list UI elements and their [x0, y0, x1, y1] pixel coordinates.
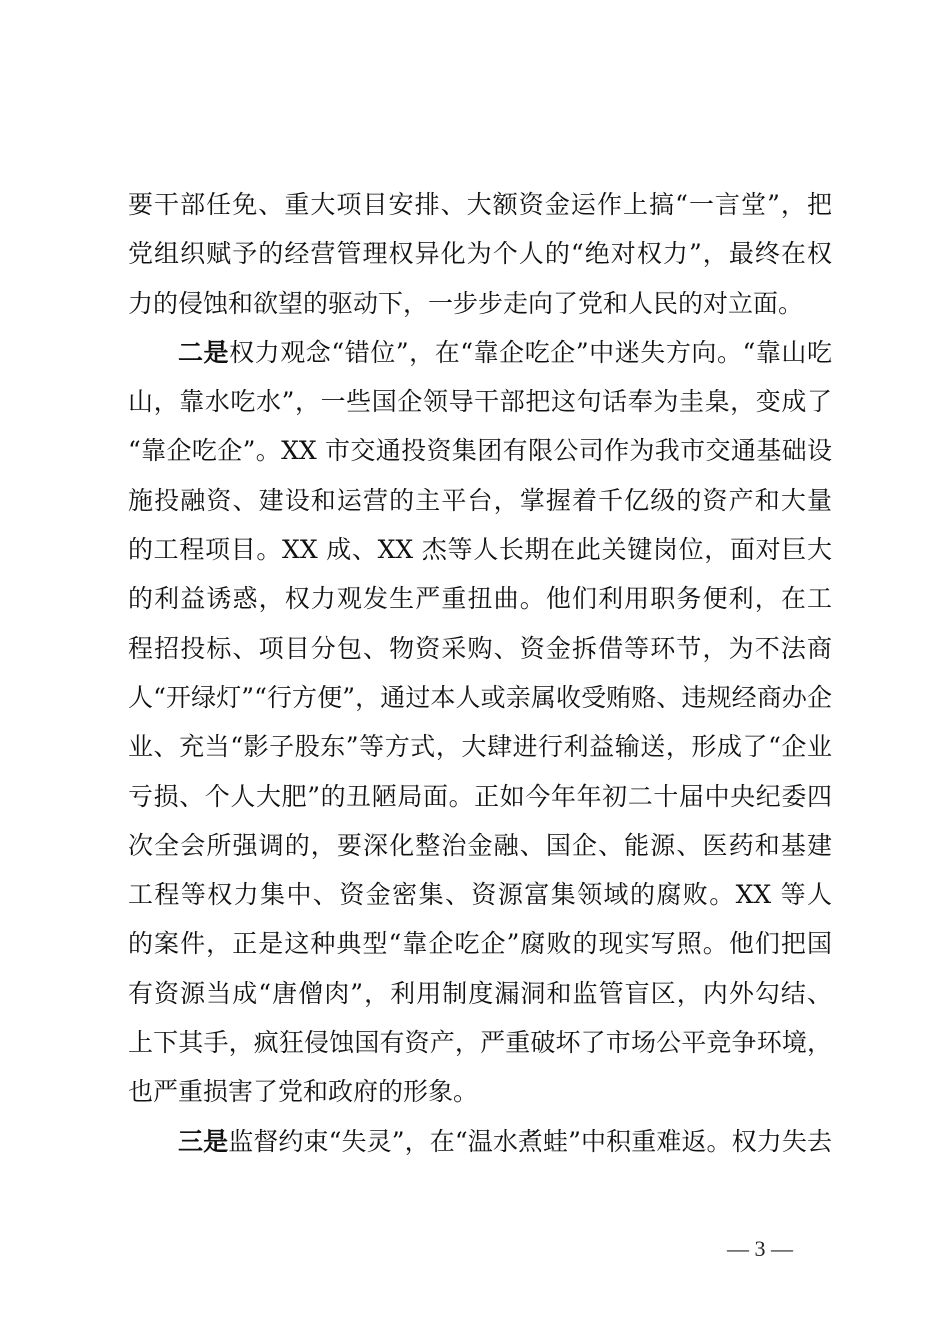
paragraph-line: 要干部任免、重大项目安排、大额资金运作上搞“一言堂”，把: [128, 190, 832, 219]
paragraph-line: “靠企吃企”。XX 市交通投资集团有限公司作为我市交通基础设: [128, 436, 832, 466]
paragraph-lead: 二是: [178, 337, 230, 367]
body-text: [128, 180, 832, 1166]
paragraph-line: 力的侵蚀和欲望的驱动下，一步步走向了党和人民的对立面。: [128, 288, 804, 318]
paragraph-line: 山，靠水吃水”，一些国企领导干部把这句话奉为圭臬，变成了: [128, 387, 832, 417]
paragraph-line: [128, 1117, 832, 1166]
paragraph-line: 上下其手，疯狂侵蚀国有资产，严重破坏了市场公平竞争环境，: [128, 1028, 832, 1058]
paragraph-line: 也严重损害了党和政府的形象。: [128, 1077, 479, 1107]
paragraph-line: 党组织赋予的经营管理权异化为个人的“绝对权力”，最终在权: [128, 239, 832, 269]
paragraph-line-text: 监督约束“失灵”，在“温水煮蛙”中积重难返。权力失去: [228, 1126, 832, 1156]
paragraph-line: 亏损、个人大肥”的丑陋局面。正如今年年初二十届中央纪委四: [128, 781, 832, 811]
paragraph-line: [128, 328, 832, 377]
paragraph-line-text: 权力观念“错位”，在“靠企吃企”中迷失方向。“靠山吃: [229, 337, 832, 367]
paragraph-line: 的工程项目。XX 成、XX 杰等人长期在此关键岗位，面对巨大: [128, 535, 832, 565]
paragraph-line: 的案件，正是这种典型“靠企吃企”腐败的现实写照。他们把国: [128, 929, 832, 959]
paragraph-line: 有资源当成“唐僧肉”，利用制度漏洞和监管盲区，内外勾结、: [128, 978, 832, 1008]
paragraph-line: 工程等权力集中、资金密集、资源富集领域的腐败。XX 等人: [128, 880, 832, 910]
page-number: — 3 —: [727, 1236, 793, 1261]
paragraph-lead: 三是: [178, 1126, 229, 1156]
paragraph-line: 施投融资、建设和运营的主平台，掌握着千亿级的资产和大量: [128, 485, 832, 515]
paragraph-line: 人“开绿灯”“行方便”，通过本人或亲属收受贿赂、违规经商办企: [128, 682, 832, 712]
paragraph-line: 业、充当“影子股东”等方式，大肆进行利益输送，形成了“企业: [128, 732, 832, 762]
paragraph-line: 的利益诱惑，权力观发生严重扭曲。他们利用职务便利，在工: [128, 584, 832, 614]
paragraph-line: 次全会所强调的，要深化整治金融、国企、能源、医药和基建: [128, 830, 832, 860]
paragraph-line: 程招投标、项目分包、物资采购、资金拆借等环节，为不法商: [128, 633, 832, 663]
